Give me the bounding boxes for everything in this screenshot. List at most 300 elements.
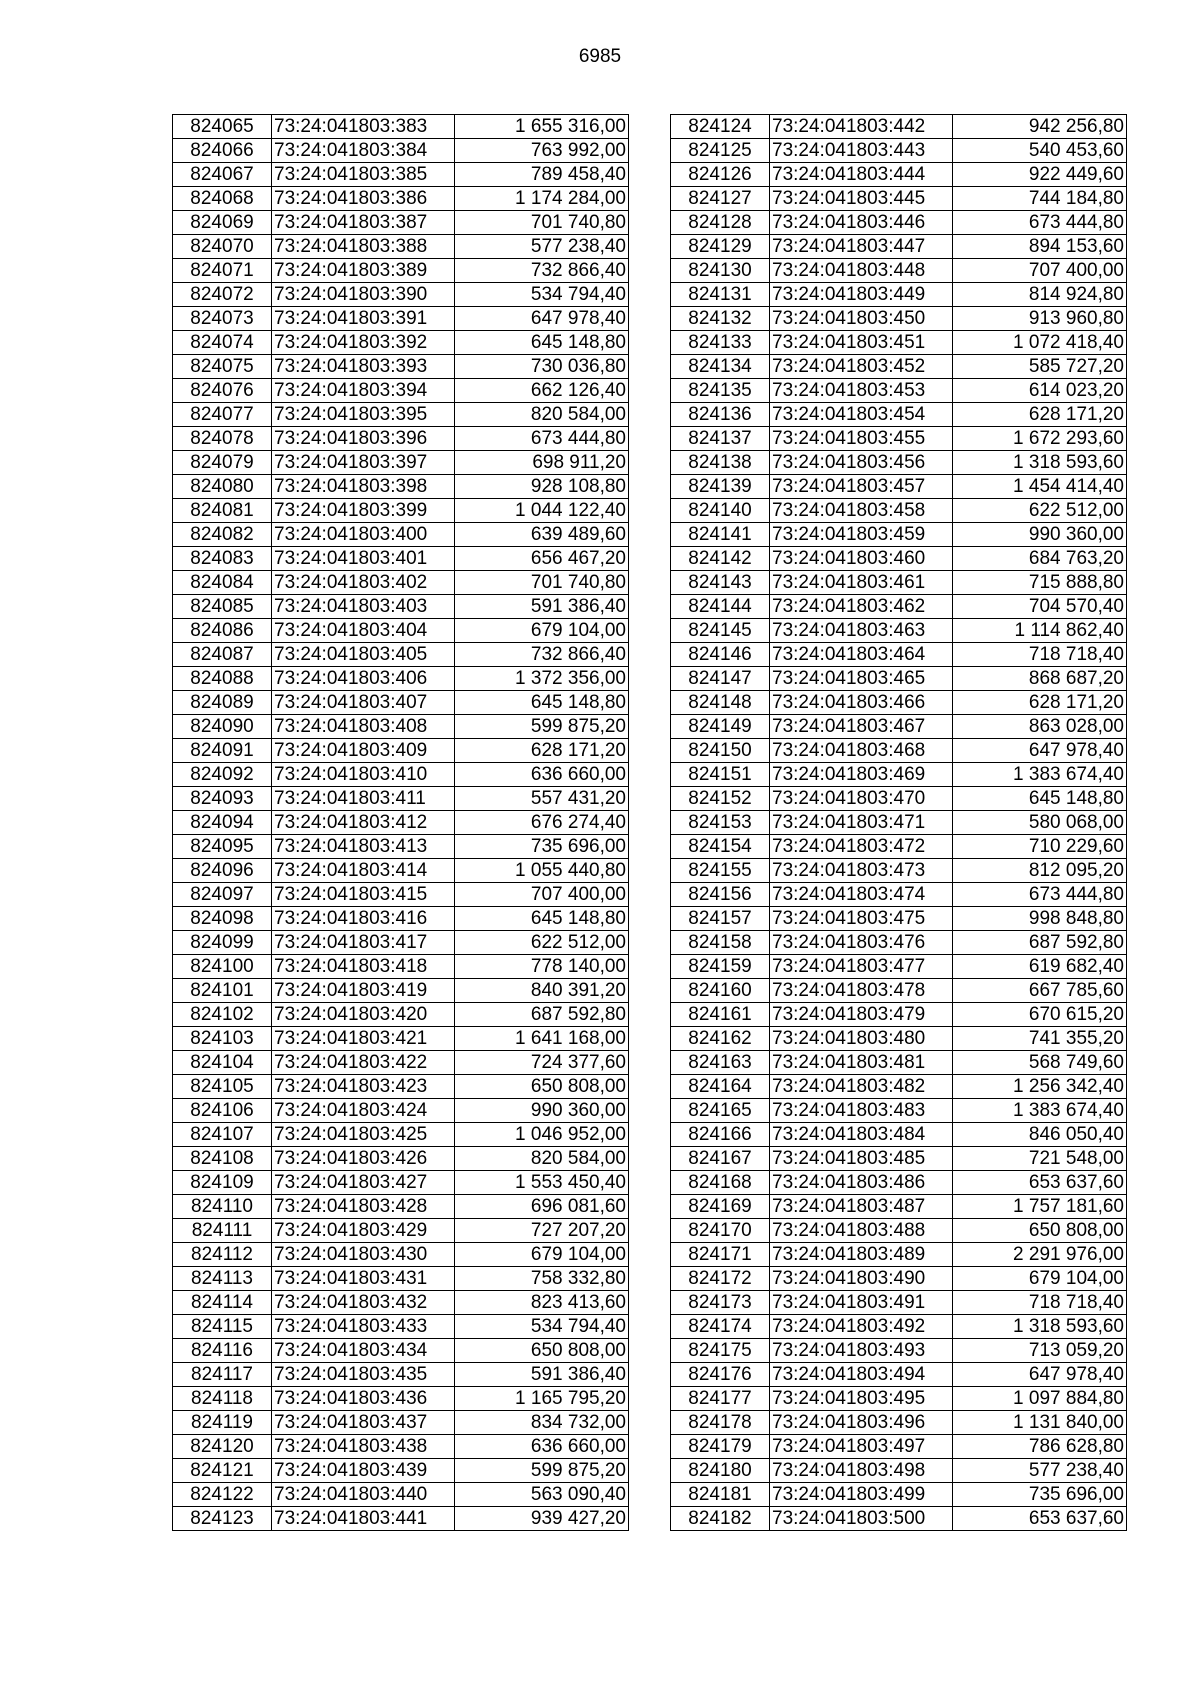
- table-row: [173, 1387, 629, 1411]
- cadastral-number-cell: 73:24:041803:388: [272, 235, 455, 259]
- cadastral-value-cell: 645 148,80: [455, 331, 629, 355]
- row-number-cell: 824155: [671, 859, 770, 883]
- row-number-cell: 824105: [173, 1075, 272, 1099]
- cadastral-value-cell: 614 023,20: [953, 379, 1127, 403]
- row-number-cell: 824076: [173, 379, 272, 403]
- cadastral-number-cell: 73:24:041803:461: [770, 571, 953, 595]
- cadastral-value-cell: 667 785,60: [953, 979, 1127, 1003]
- cadastral-value-cell: 928 108,80: [455, 475, 629, 499]
- table-row: [173, 667, 629, 691]
- row-number-cell: 824146: [671, 643, 770, 667]
- cadastral-value-cell: 778 140,00: [455, 955, 629, 979]
- cadastral-number-cell: 73:24:041803:426: [272, 1147, 455, 1171]
- cadastral-number-cell: 73:24:041803:395: [272, 403, 455, 427]
- row-number-cell: 824097: [173, 883, 272, 907]
- row-number-cell: 824083: [173, 547, 272, 571]
- cadastral-number-cell: 73:24:041803:475: [770, 907, 953, 931]
- row-number-cell: 824078: [173, 427, 272, 451]
- table-row: [173, 187, 629, 211]
- cadastral-number-cell: 73:24:041803:421: [272, 1027, 455, 1051]
- table-row: [671, 139, 1127, 163]
- row-number-cell: 824132: [671, 307, 770, 331]
- cadastral-number-cell: 73:24:041803:482: [770, 1075, 953, 1099]
- cadastral-value-cell: 1 114 862,40: [953, 619, 1127, 643]
- row-number-cell: 824122: [173, 1483, 272, 1507]
- row-number-cell: 824144: [671, 595, 770, 619]
- cadastral-number-cell: 73:24:041803:407: [272, 691, 455, 715]
- cadastral-number-cell: 73:24:041803:425: [272, 1123, 455, 1147]
- table-row: [173, 427, 629, 451]
- cadastral-number-cell: 73:24:041803:477: [770, 955, 953, 979]
- cadastral-number-cell: 73:24:041803:492: [770, 1315, 953, 1339]
- row-number-cell: 824108: [173, 1147, 272, 1171]
- row-number-cell: 824120: [173, 1435, 272, 1459]
- table-row: [173, 523, 629, 547]
- row-number-cell: 824106: [173, 1099, 272, 1123]
- table-row: [173, 835, 629, 859]
- cadastral-value-cell: 622 512,00: [455, 931, 629, 955]
- row-number-cell: 824067: [173, 163, 272, 187]
- cadastral-value-cell: 577 238,40: [455, 235, 629, 259]
- cadastral-number-cell: 73:24:041803:385: [272, 163, 455, 187]
- row-number-cell: 824111: [173, 1219, 272, 1243]
- cadastral-value-cell: 540 453,60: [953, 139, 1127, 163]
- row-number-cell: 824174: [671, 1315, 770, 1339]
- cadastral-number-cell: 73:24:041803:389: [272, 259, 455, 283]
- cadastral-value-cell: 730 036,80: [455, 355, 629, 379]
- cadastral-value-cell: 591 386,40: [455, 1363, 629, 1387]
- cadastral-number-cell: 73:24:041803:457: [770, 475, 953, 499]
- table-row: [671, 1027, 1127, 1051]
- table-row: [173, 1363, 629, 1387]
- row-number-cell: 824104: [173, 1051, 272, 1075]
- row-number-cell: 824099: [173, 931, 272, 955]
- table-row: [173, 787, 629, 811]
- cadastral-value-cell: 713 059,20: [953, 1339, 1127, 1363]
- cadastral-value-cell: 650 808,00: [455, 1075, 629, 1099]
- cadastral-number-cell: 73:24:041803:463: [770, 619, 953, 643]
- cadastral-value-cell: 820 584,00: [455, 403, 629, 427]
- table-row: [173, 571, 629, 595]
- cadastral-number-cell: 73:24:041803:392: [272, 331, 455, 355]
- cadastral-number-cell: 73:24:041803:410: [272, 763, 455, 787]
- table-row: [173, 1147, 629, 1171]
- cadastral-value-cell: 1 165 795,20: [455, 1387, 629, 1411]
- cadastral-number-cell: 73:24:041803:486: [770, 1171, 953, 1195]
- table-row: [173, 211, 629, 235]
- table-row: [671, 331, 1127, 355]
- cadastral-number-cell: 73:24:041803:424: [272, 1099, 455, 1123]
- cadastral-value-cell: 679 104,00: [455, 619, 629, 643]
- cadastral-number-cell: 73:24:041803:489: [770, 1243, 953, 1267]
- cadastral-value-cell: 823 413,60: [455, 1291, 629, 1315]
- cadastral-number-cell: 73:24:041803:460: [770, 547, 953, 571]
- row-number-cell: 824162: [671, 1027, 770, 1051]
- table-row: [671, 715, 1127, 739]
- cadastral-number-cell: 73:24:041803:445: [770, 187, 953, 211]
- table-row: [173, 1483, 629, 1507]
- row-number-cell: 824138: [671, 451, 770, 475]
- row-number-cell: 824081: [173, 499, 272, 523]
- cadastral-number-cell: 73:24:041803:413: [272, 835, 455, 859]
- row-number-cell: 824173: [671, 1291, 770, 1315]
- cadastral-value-cell: 673 444,80: [455, 427, 629, 451]
- cadastral-value-cell: 645 148,80: [455, 691, 629, 715]
- cadastral-value-cell: 1 383 674,40: [953, 763, 1127, 787]
- cadastral-number-cell: 73:24:041803:408: [272, 715, 455, 739]
- cadastral-value-cell: 673 444,80: [953, 883, 1127, 907]
- table-row: [671, 1099, 1127, 1123]
- row-number-cell: 824128: [671, 211, 770, 235]
- row-number-cell: 824090: [173, 715, 272, 739]
- cadastral-number-cell: 73:24:041803:476: [770, 931, 953, 955]
- table-row: [173, 379, 629, 403]
- table-row: [671, 691, 1127, 715]
- cadastral-value-cell: 786 628,80: [953, 1435, 1127, 1459]
- table-row: [671, 1387, 1127, 1411]
- table-row: [671, 1435, 1127, 1459]
- cadastral-number-cell: 73:24:041803:427: [272, 1171, 455, 1195]
- cadastral-value-cell: 628 171,20: [953, 403, 1127, 427]
- cadastral-value-cell: 863 028,00: [953, 715, 1127, 739]
- row-number-cell: 824113: [173, 1267, 272, 1291]
- cadastral-value-cell: 656 467,20: [455, 547, 629, 571]
- row-number-cell: 824150: [671, 739, 770, 763]
- row-number-cell: 824075: [173, 355, 272, 379]
- table-row: [671, 259, 1127, 283]
- cadastral-value-cell: 619 682,40: [953, 955, 1127, 979]
- row-number-cell: 824073: [173, 307, 272, 331]
- row-number-cell: 824072: [173, 283, 272, 307]
- cadastral-number-cell: 73:24:041803:458: [770, 499, 953, 523]
- row-number-cell: 824065: [173, 115, 272, 139]
- cadastral-value-cell: 735 696,00: [953, 1483, 1127, 1507]
- cadastral-value-cell: 585 727,20: [953, 355, 1127, 379]
- cadastral-value-cell: 673 444,80: [953, 211, 1127, 235]
- cadastral-value-cell: 758 332,80: [455, 1267, 629, 1291]
- table-row: [671, 931, 1127, 955]
- table-row: [671, 883, 1127, 907]
- row-number-cell: 824151: [671, 763, 770, 787]
- cadastral-value-cell: 763 992,00: [455, 139, 629, 163]
- cadastral-number-cell: 73:24:041803:455: [770, 427, 953, 451]
- table-row: [671, 1411, 1127, 1435]
- cadastral-value-cell: 735 696,00: [455, 835, 629, 859]
- table-row: [173, 1051, 629, 1075]
- table-row: [173, 235, 629, 259]
- table-row: [173, 163, 629, 187]
- cadastral-number-cell: 73:24:041803:418: [272, 955, 455, 979]
- cadastral-value-cell: 645 148,80: [953, 787, 1127, 811]
- cadastral-value-cell: 998 848,80: [953, 907, 1127, 931]
- cadastral-number-cell: 73:24:041803:459: [770, 523, 953, 547]
- cadastral-number-cell: 73:24:041803:422: [272, 1051, 455, 1075]
- row-number-cell: 824092: [173, 763, 272, 787]
- table-row: [671, 235, 1127, 259]
- cadastral-number-cell: 73:24:041803:397: [272, 451, 455, 475]
- table-row: [173, 763, 629, 787]
- cadastral-number-cell: 73:24:041803:423: [272, 1075, 455, 1099]
- row-number-cell: 824109: [173, 1171, 272, 1195]
- row-number-cell: 824149: [671, 715, 770, 739]
- cadastral-value-cell: 718 718,40: [953, 643, 1127, 667]
- table-row: [173, 355, 629, 379]
- cadastral-number-cell: 73:24:041803:467: [770, 715, 953, 739]
- table-row: [173, 619, 629, 643]
- cadastral-number-cell: 73:24:041803:480: [770, 1027, 953, 1051]
- table-row: [671, 1219, 1127, 1243]
- row-number-cell: 824074: [173, 331, 272, 355]
- cadastral-number-cell: 73:24:041803:383: [272, 115, 455, 139]
- cadastral-number-cell: 73:24:041803:436: [272, 1387, 455, 1411]
- row-number-cell: 824145: [671, 619, 770, 643]
- row-number-cell: 824093: [173, 787, 272, 811]
- cadastral-number-cell: 73:24:041803:484: [770, 1123, 953, 1147]
- cadastral-number-cell: 73:24:041803:417: [272, 931, 455, 955]
- row-number-cell: 824112: [173, 1243, 272, 1267]
- table-row: [671, 283, 1127, 307]
- cadastral-number-cell: 73:24:041803:468: [770, 739, 953, 763]
- table-row: [173, 859, 629, 883]
- row-number-cell: 824165: [671, 1099, 770, 1123]
- cadastral-number-cell: 73:24:041803:448: [770, 259, 953, 283]
- table-row: [671, 907, 1127, 931]
- row-number-cell: 824159: [671, 955, 770, 979]
- row-number-cell: 824079: [173, 451, 272, 475]
- row-number-cell: 824158: [671, 931, 770, 955]
- table-row: [173, 979, 629, 1003]
- cadastral-number-cell: 73:24:041803:404: [272, 619, 455, 643]
- table-row: [671, 379, 1127, 403]
- cadastral-value-cell: 577 238,40: [953, 1459, 1127, 1483]
- cadastral-number-cell: 73:24:041803:491: [770, 1291, 953, 1315]
- cadastral-value-cell: 707 400,00: [455, 883, 629, 907]
- cadastral-value-cell: 1 256 342,40: [953, 1075, 1127, 1099]
- cadastral-value-cell: 894 153,60: [953, 235, 1127, 259]
- cadastral-value-cell: 724 377,60: [455, 1051, 629, 1075]
- row-number-cell: 824068: [173, 187, 272, 211]
- cadastral-value-cell: 628 171,20: [455, 739, 629, 763]
- table-row: [173, 1003, 629, 1027]
- row-number-cell: 824180: [671, 1459, 770, 1483]
- cadastral-value-cell: 687 592,80: [953, 931, 1127, 955]
- row-number-cell: 824152: [671, 787, 770, 811]
- cadastral-number-cell: 73:24:041803:435: [272, 1363, 455, 1387]
- table-row: [173, 1027, 629, 1051]
- cadastral-value-cell: 645 148,80: [455, 907, 629, 931]
- cadastral-number-cell: 73:24:041803:401: [272, 547, 455, 571]
- table-row: [671, 1291, 1127, 1315]
- row-number-cell: 824123: [173, 1507, 272, 1531]
- cadastral-number-cell: 73:24:041803:452: [770, 355, 953, 379]
- table-row: [671, 1195, 1127, 1219]
- row-number-cell: 824098: [173, 907, 272, 931]
- table-row: [173, 1435, 629, 1459]
- cadastral-number-cell: 73:24:041803:403: [272, 595, 455, 619]
- cadastral-value-cell: 1 553 450,40: [455, 1171, 629, 1195]
- cadastral-number-cell: 73:24:041803:405: [272, 643, 455, 667]
- table-row: [671, 1171, 1127, 1195]
- table-row: [671, 739, 1127, 763]
- row-number-cell: 824103: [173, 1027, 272, 1051]
- table-row: [671, 1507, 1127, 1531]
- row-number-cell: 824135: [671, 379, 770, 403]
- row-number-cell: 824137: [671, 427, 770, 451]
- cadastral-number-cell: 73:24:041803:394: [272, 379, 455, 403]
- table-row: [671, 523, 1127, 547]
- cadastral-number-cell: 73:24:041803:409: [272, 739, 455, 763]
- cadastral-value-cell: 696 081,60: [455, 1195, 629, 1219]
- table-row: [173, 1219, 629, 1243]
- row-number-cell: 824182: [671, 1507, 770, 1531]
- row-number-cell: 824116: [173, 1339, 272, 1363]
- cadastral-value-cell: 599 875,20: [455, 715, 629, 739]
- cadastral-value-cell: 820 584,00: [455, 1147, 629, 1171]
- table-row: [173, 499, 629, 523]
- cadastral-value-cell: 710 229,60: [953, 835, 1127, 859]
- table-row: [173, 1075, 629, 1099]
- table-row: [173, 691, 629, 715]
- cadastral-value-cell: 662 126,40: [455, 379, 629, 403]
- row-number-cell: 824163: [671, 1051, 770, 1075]
- cadastral-value-cell: 591 386,40: [455, 595, 629, 619]
- row-number-cell: 824133: [671, 331, 770, 355]
- row-number-cell: 824088: [173, 667, 272, 691]
- cadastral-value-cell: 653 637,60: [953, 1171, 1127, 1195]
- cadastral-value-cell: 534 794,40: [455, 1315, 629, 1339]
- row-number-cell: 824129: [671, 235, 770, 259]
- cadastral-number-cell: 73:24:041803:465: [770, 667, 953, 691]
- cadastral-number-cell: 73:24:041803:414: [272, 859, 455, 883]
- cadastral-number-cell: 73:24:041803:419: [272, 979, 455, 1003]
- table-row: [671, 427, 1127, 451]
- cadastral-number-cell: 73:24:041803:488: [770, 1219, 953, 1243]
- row-number-cell: 824089: [173, 691, 272, 715]
- row-number-cell: 824164: [671, 1075, 770, 1099]
- row-number-cell: 824154: [671, 835, 770, 859]
- table-row: [671, 955, 1127, 979]
- cadastral-value-cell: 647 978,40: [455, 307, 629, 331]
- cadastral-number-cell: 73:24:041803:483: [770, 1099, 953, 1123]
- cadastral-number-cell: 73:24:041803:469: [770, 763, 953, 787]
- table-row: [173, 259, 629, 283]
- table-row: [173, 955, 629, 979]
- row-number-cell: 824131: [671, 283, 770, 307]
- table-row: [173, 1171, 629, 1195]
- row-number-cell: 824094: [173, 811, 272, 835]
- table-row: [671, 187, 1127, 211]
- row-number-cell: 824101: [173, 979, 272, 1003]
- table-row: [173, 907, 629, 931]
- table-row: [173, 1291, 629, 1315]
- row-number-cell: 824070: [173, 235, 272, 259]
- cadastral-value-cell: 1 655 316,00: [455, 115, 629, 139]
- cadastral-value-cell: 990 360,00: [455, 1099, 629, 1123]
- table-row: [173, 643, 629, 667]
- cadastral-number-cell: 73:24:041803:450: [770, 307, 953, 331]
- cadastral-number-cell: 73:24:041803:495: [770, 1387, 953, 1411]
- table-row: [671, 1147, 1127, 1171]
- cadastral-number-cell: 73:24:041803:398: [272, 475, 455, 499]
- row-number-cell: 824110: [173, 1195, 272, 1219]
- cadastral-number-cell: 73:24:041803:454: [770, 403, 953, 427]
- cadastral-number-cell: 73:24:041803:433: [272, 1315, 455, 1339]
- cadastral-number-cell: 73:24:041803:396: [272, 427, 455, 451]
- table-row: [173, 931, 629, 955]
- row-number-cell: 824172: [671, 1267, 770, 1291]
- cadastral-number-cell: 73:24:041803:431: [272, 1267, 455, 1291]
- cadastral-value-cell: 650 808,00: [455, 1339, 629, 1363]
- row-number-cell: 824066: [173, 139, 272, 163]
- cadastral-number-cell: 73:24:041803:440: [272, 1483, 455, 1507]
- row-number-cell: 824166: [671, 1123, 770, 1147]
- row-number-cell: 824077: [173, 403, 272, 427]
- table-row: [671, 787, 1127, 811]
- cadastral-value-cell: 1 672 293,60: [953, 427, 1127, 451]
- table-row: [671, 667, 1127, 691]
- row-number-cell: 824168: [671, 1171, 770, 1195]
- table-row: [671, 1459, 1127, 1483]
- row-number-cell: 824169: [671, 1195, 770, 1219]
- cadastral-value-cell: 732 866,40: [455, 643, 629, 667]
- cadastral-value-cell: 650 808,00: [953, 1219, 1127, 1243]
- table-row: [173, 475, 629, 499]
- cadastral-value-cell: 622 512,00: [953, 499, 1127, 523]
- cadastral-value-table-right: [670, 114, 1127, 1531]
- cadastral-value-cell: 814 924,80: [953, 283, 1127, 307]
- cadastral-number-cell: 73:24:041803:390: [272, 283, 455, 307]
- row-number-cell: 824157: [671, 907, 770, 931]
- cadastral-value-cell: 721 548,00: [953, 1147, 1127, 1171]
- cadastral-value-cell: 636 660,00: [455, 763, 629, 787]
- table-row: [173, 451, 629, 475]
- table-row: [173, 715, 629, 739]
- cadastral-value-cell: 744 184,80: [953, 187, 1127, 211]
- cadastral-value-cell: 868 687,20: [953, 667, 1127, 691]
- row-number-cell: 824148: [671, 691, 770, 715]
- cadastral-number-cell: 73:24:041803:499: [770, 1483, 953, 1507]
- cadastral-value-cell: 1 055 440,80: [455, 859, 629, 883]
- table-row: [671, 835, 1127, 859]
- row-number-cell: 824156: [671, 883, 770, 907]
- row-number-cell: 824085: [173, 595, 272, 619]
- cadastral-value-cell: 840 391,20: [455, 979, 629, 1003]
- table-row: [671, 499, 1127, 523]
- table-row: [671, 211, 1127, 235]
- row-number-cell: 824142: [671, 547, 770, 571]
- table-row: [671, 1339, 1127, 1363]
- row-number-cell: 824177: [671, 1387, 770, 1411]
- cadastral-value-cell: 1 097 884,80: [953, 1387, 1127, 1411]
- cadastral-number-cell: 73:24:041803:399: [272, 499, 455, 523]
- cadastral-number-cell: 73:24:041803:487: [770, 1195, 953, 1219]
- cadastral-number-cell: 73:24:041803:478: [770, 979, 953, 1003]
- cadastral-value-cell: 670 615,20: [953, 1003, 1127, 1027]
- cadastral-number-cell: 73:24:041803:411: [272, 787, 455, 811]
- cadastral-value-cell: 647 978,40: [953, 1363, 1127, 1387]
- cadastral-value-cell: 1 046 952,00: [455, 1123, 629, 1147]
- cadastral-value-cell: 727 207,20: [455, 1219, 629, 1243]
- cadastral-value-cell: 557 431,20: [455, 787, 629, 811]
- cadastral-value-cell: 913 960,80: [953, 307, 1127, 331]
- cadastral-value-cell: 1 641 168,00: [455, 1027, 629, 1051]
- cadastral-value-cell: 563 090,40: [455, 1483, 629, 1507]
- table-row: [173, 283, 629, 307]
- cadastral-number-cell: 73:24:041803:485: [770, 1147, 953, 1171]
- cadastral-value-cell: 679 104,00: [953, 1267, 1127, 1291]
- cadastral-number-cell: 73:24:041803:432: [272, 1291, 455, 1315]
- row-number-cell: 824119: [173, 1411, 272, 1435]
